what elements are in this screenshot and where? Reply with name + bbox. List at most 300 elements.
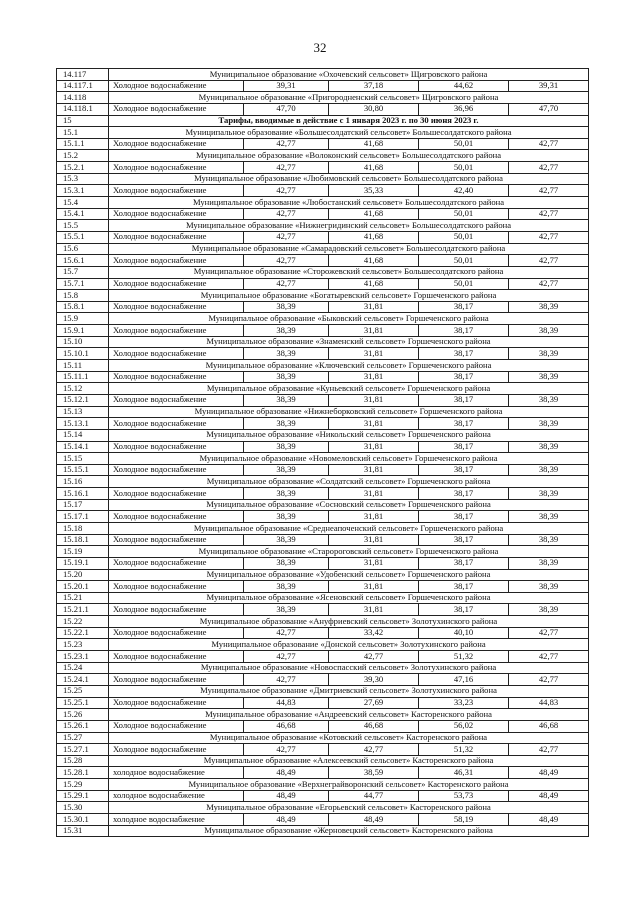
tariff-value: 38,39 bbox=[509, 464, 589, 476]
row-code: 15.2 bbox=[57, 150, 109, 162]
municipality-name: Муниципальное образование «Охочевский сельсовет» Щигровского района bbox=[109, 69, 589, 81]
tariff-value: 31,81 bbox=[329, 441, 419, 453]
row-code: 15.13 bbox=[57, 406, 109, 418]
tariff-value: 42,77 bbox=[509, 744, 589, 756]
row-code: 15.22 bbox=[57, 616, 109, 628]
tariff-value: 41,68 bbox=[329, 162, 419, 174]
tariff-value: 48,49 bbox=[509, 814, 589, 826]
tariff-table-body bbox=[57, 69, 589, 837]
municipality-row bbox=[57, 779, 589, 791]
municipality-row bbox=[57, 197, 589, 209]
tariff-value: 46,68 bbox=[329, 720, 419, 732]
tariff-value: 58,19 bbox=[419, 814, 509, 826]
tariff-value: 42,40 bbox=[419, 185, 509, 197]
tariff-value: 38,39 bbox=[244, 301, 329, 313]
municipality-name: Муниципальное образование «Никольский сельсовет» Горшеченского района bbox=[109, 429, 589, 441]
tariff-value: 47,16 bbox=[419, 674, 509, 686]
service-label: Холодное водоснабжение bbox=[109, 674, 244, 686]
tariff-value: 38,39 bbox=[244, 348, 329, 360]
municipality-row bbox=[57, 336, 589, 348]
tariff-value: 44,62 bbox=[419, 80, 509, 92]
row-code: 15.12.1 bbox=[57, 394, 109, 406]
row-code: 15.8 bbox=[57, 290, 109, 302]
row-code: 14.118.1 bbox=[57, 103, 109, 115]
tariff-table bbox=[56, 68, 589, 837]
service-label: Холодное водоснабжение bbox=[109, 604, 244, 616]
service-label: Холодное водоснабжение bbox=[109, 278, 244, 290]
row-code: 15.13.1 bbox=[57, 418, 109, 430]
tariff-value: 48,49 bbox=[244, 790, 329, 802]
municipality-row bbox=[57, 755, 589, 767]
municipality-name: Муниципальное образование «Ясеновский сельсовет» Горшеченского района bbox=[109, 592, 589, 604]
tariff-value: 44,83 bbox=[509, 697, 589, 709]
row-code: 15.1.1 bbox=[57, 138, 109, 150]
service-label: Холодное водоснабжение bbox=[109, 464, 244, 476]
municipality-row bbox=[57, 127, 589, 139]
row-code: 15.2.1 bbox=[57, 162, 109, 174]
tariff-row bbox=[57, 418, 589, 430]
tariff-value: 50,01 bbox=[419, 162, 509, 174]
tariff-value: 38,39 bbox=[244, 394, 329, 406]
tariff-row bbox=[57, 208, 589, 220]
tariff-row bbox=[57, 185, 589, 197]
tariff-row bbox=[57, 138, 589, 150]
tariff-value: 42,77 bbox=[244, 208, 329, 220]
tariff-value: 53,73 bbox=[419, 790, 509, 802]
tariff-value: 42,77 bbox=[329, 651, 419, 663]
tariff-row bbox=[57, 604, 589, 616]
row-code: 15.14.1 bbox=[57, 441, 109, 453]
service-label: Холодное водоснабжение bbox=[109, 627, 244, 639]
tariff-value: 38,39 bbox=[244, 557, 329, 569]
tariff-row bbox=[57, 767, 589, 779]
service-label: Холодное водоснабжение bbox=[109, 557, 244, 569]
row-code: 15.5 bbox=[57, 220, 109, 232]
tariff-value: 38,39 bbox=[509, 557, 589, 569]
municipality-row bbox=[57, 476, 589, 488]
municipality-name: Муниципальное образование «Любимовский сельсовет» Большесолдатского района bbox=[109, 173, 589, 185]
service-label: Холодное водоснабжение bbox=[109, 255, 244, 267]
row-code: 15.27.1 bbox=[57, 744, 109, 756]
tariff-value: 42,77 bbox=[509, 255, 589, 267]
tariff-value: 42,77 bbox=[329, 744, 419, 756]
municipality-name: Муниципальное образование «Куньевский сельсовет» Горшеченского района bbox=[109, 383, 589, 395]
row-code: 15.6 bbox=[57, 243, 109, 255]
row-code: 15.28 bbox=[57, 755, 109, 767]
tariff-value: 31,81 bbox=[329, 604, 419, 616]
municipality-row bbox=[57, 825, 589, 837]
municipality-row bbox=[57, 266, 589, 278]
tariff-value: 38,17 bbox=[419, 348, 509, 360]
row-code: 15.11 bbox=[57, 360, 109, 372]
tariff-row bbox=[57, 651, 589, 663]
service-label: холодное водоснабжение bbox=[109, 790, 244, 802]
municipality-name: Муниципальное образование «Самарадовский сельсовет» Большесолдатского района bbox=[109, 243, 589, 255]
municipality-name: Муниципальное образование «Среднеапоченский сельсовет» Горшеченского района bbox=[109, 522, 589, 534]
municipality-name: Муниципальное образование «Любостанский сельсовет» Большесолдатского района bbox=[109, 197, 589, 209]
municipality-name: Муниципальное образование «Верхнеграйворонский сельсовет» Касторенского района bbox=[109, 779, 589, 791]
service-label: Холодное водоснабжение bbox=[109, 162, 244, 174]
municipality-row bbox=[57, 592, 589, 604]
tariff-value: 36,96 bbox=[419, 103, 509, 115]
tariff-value: 31,81 bbox=[329, 557, 419, 569]
tariff-value: 50,01 bbox=[419, 138, 509, 150]
tariff-value: 40,10 bbox=[419, 627, 509, 639]
tariff-value: 31,81 bbox=[329, 581, 419, 593]
tariff-value: 31,81 bbox=[329, 488, 419, 500]
tariff-value: 38,17 bbox=[419, 488, 509, 500]
service-label: холодное водоснабжение bbox=[109, 814, 244, 826]
municipality-row bbox=[57, 69, 589, 81]
municipality-name: Муниципальное образование «Ануфриевский сельсовет» Золотухинского района bbox=[109, 616, 589, 628]
municipality-name: Муниципальное образование «Солдатский сельсовет» Горшеченского района bbox=[109, 476, 589, 488]
municipality-name: Муниципальное образование «Удобенский сельсовет» Горшеченского района bbox=[109, 569, 589, 581]
tariff-value: 31,81 bbox=[329, 394, 419, 406]
tariff-row bbox=[57, 814, 589, 826]
row-code: 15.28.1 bbox=[57, 767, 109, 779]
tariff-value: 50,01 bbox=[419, 231, 509, 243]
tariff-value: 47,70 bbox=[509, 103, 589, 115]
tariff-value: 38,39 bbox=[244, 371, 329, 383]
row-code: 15.19 bbox=[57, 546, 109, 558]
tariff-value: 38,39 bbox=[244, 418, 329, 430]
municipality-name: Муниципальное образование «Дмитриевский сельсовет» Золотухинского района bbox=[109, 685, 589, 697]
tariff-value: 42,77 bbox=[244, 185, 329, 197]
tariff-value: 42,77 bbox=[244, 278, 329, 290]
municipality-name: Муниципальное образование «Быковский сельсовет» Горшеченского района bbox=[109, 313, 589, 325]
municipality-row bbox=[57, 313, 589, 325]
tariff-value: 38,17 bbox=[419, 557, 509, 569]
row-code: 15.31 bbox=[57, 825, 109, 837]
row-code: 15.29 bbox=[57, 779, 109, 791]
tariff-row bbox=[57, 394, 589, 406]
tariff-value: 44,83 bbox=[244, 697, 329, 709]
tariff-value: 38,39 bbox=[509, 581, 589, 593]
tariff-value: 38,17 bbox=[419, 441, 509, 453]
tariff-row bbox=[57, 534, 589, 546]
row-code: 15.6.1 bbox=[57, 255, 109, 267]
tariff-value: 42,77 bbox=[509, 278, 589, 290]
municipality-name: Муниципальное образование «Сосновский сельсовет» Горшеченского района bbox=[109, 499, 589, 511]
tariff-value: 42,77 bbox=[244, 651, 329, 663]
tariff-value: 42,77 bbox=[509, 651, 589, 663]
tariff-row bbox=[57, 80, 589, 92]
tariff-value: 33,23 bbox=[419, 697, 509, 709]
municipality-row bbox=[57, 92, 589, 104]
row-code: 15 bbox=[57, 115, 109, 127]
tariff-value: 31,81 bbox=[329, 464, 419, 476]
row-code: 15.3.1 bbox=[57, 185, 109, 197]
tariff-value: 38,39 bbox=[244, 488, 329, 500]
tariff-value: 48,49 bbox=[509, 790, 589, 802]
municipality-row bbox=[57, 546, 589, 558]
tariff-value: 38,39 bbox=[244, 464, 329, 476]
municipality-row bbox=[57, 429, 589, 441]
tariff-row bbox=[57, 674, 589, 686]
tariff-value: 41,68 bbox=[329, 231, 419, 243]
tariff-row bbox=[57, 464, 589, 476]
row-code: 15.8.1 bbox=[57, 301, 109, 313]
tariff-row bbox=[57, 511, 589, 523]
tariff-value: 51,32 bbox=[419, 651, 509, 663]
municipality-name: Муниципальное образование «Котовский сельсовет» Касторенского района bbox=[109, 732, 589, 744]
service-label: Холодное водоснабжение bbox=[109, 418, 244, 430]
tariff-value: 41,68 bbox=[329, 255, 419, 267]
tariff-value: 38,59 bbox=[329, 767, 419, 779]
service-label: Холодное водоснабжение bbox=[109, 720, 244, 732]
row-code: 15.15.1 bbox=[57, 464, 109, 476]
tariff-value: 38,39 bbox=[509, 394, 589, 406]
tariff-value: 38,39 bbox=[509, 488, 589, 500]
municipality-name: Муниципальное образование «Пригородненский сельсовет» Щигровского района bbox=[109, 92, 589, 104]
tariff-value: 51,32 bbox=[419, 744, 509, 756]
municipality-name: Муниципальное образование «Алексеевский сельсовет» Касторенского района bbox=[109, 755, 589, 767]
municipality-row bbox=[57, 685, 589, 697]
tariff-value: 42,77 bbox=[509, 208, 589, 220]
row-code: 15.10.1 bbox=[57, 348, 109, 360]
tariff-value: 31,81 bbox=[329, 301, 419, 313]
row-code: 15.1 bbox=[57, 127, 109, 139]
page-number: 32 bbox=[313, 40, 327, 55]
row-code: 15.10 bbox=[57, 336, 109, 348]
tariff-value: 50,01 bbox=[419, 208, 509, 220]
tariff-value: 41,68 bbox=[329, 208, 419, 220]
row-code: 15.19.1 bbox=[57, 557, 109, 569]
row-code: 15.26 bbox=[57, 709, 109, 721]
tariff-value: 31,81 bbox=[329, 348, 419, 360]
row-code: 15.30 bbox=[57, 802, 109, 814]
service-label: Холодное водоснабжение bbox=[109, 488, 244, 500]
tariff-row bbox=[57, 278, 589, 290]
service-label: Холодное водоснабжение bbox=[109, 534, 244, 546]
row-code: 15.23 bbox=[57, 639, 109, 651]
row-code: 15.30.1 bbox=[57, 814, 109, 826]
row-code: 15.7 bbox=[57, 266, 109, 278]
service-label: Холодное водоснабжение bbox=[109, 301, 244, 313]
municipality-row bbox=[57, 662, 589, 674]
tariff-value: 48,49 bbox=[329, 814, 419, 826]
tariff-row bbox=[57, 697, 589, 709]
tariff-value: 42,77 bbox=[509, 162, 589, 174]
row-code: 15.20 bbox=[57, 569, 109, 581]
tariff-value: 31,81 bbox=[329, 418, 419, 430]
service-label: Холодное водоснабжение bbox=[109, 394, 244, 406]
row-code: 15.14 bbox=[57, 429, 109, 441]
row-code: 15.7.1 bbox=[57, 278, 109, 290]
tariff-value: 47,70 bbox=[244, 103, 329, 115]
municipality-name: Муниципальное образование «Новоспасский сельсовет» Золотухинского района bbox=[109, 662, 589, 674]
row-code: 15.24.1 bbox=[57, 674, 109, 686]
tariff-value: 39,31 bbox=[509, 80, 589, 92]
row-code: 15.16 bbox=[57, 476, 109, 488]
tariff-value: 56,02 bbox=[419, 720, 509, 732]
municipality-row bbox=[57, 569, 589, 581]
row-code: 14.118 bbox=[57, 92, 109, 104]
service-label: Холодное водоснабжение bbox=[109, 185, 244, 197]
tariff-value: 30,80 bbox=[329, 103, 419, 115]
row-code: 15.3 bbox=[57, 173, 109, 185]
tariff-value: 38,39 bbox=[509, 604, 589, 616]
tariff-value: 38,39 bbox=[244, 581, 329, 593]
tariff-row bbox=[57, 371, 589, 383]
municipality-row bbox=[57, 383, 589, 395]
tariff-value: 38,17 bbox=[419, 581, 509, 593]
tariff-value: 42,77 bbox=[244, 162, 329, 174]
service-label: Холодное водоснабжение bbox=[109, 511, 244, 523]
municipality-row bbox=[57, 499, 589, 511]
row-code: 14.117.1 bbox=[57, 80, 109, 92]
tariff-value: 48,49 bbox=[244, 767, 329, 779]
row-code: 15.26.1 bbox=[57, 720, 109, 732]
municipality-name: Муниципальное образование «Знаменский сельсовет» Горшеченского района bbox=[109, 336, 589, 348]
row-code: 15.18 bbox=[57, 522, 109, 534]
service-label: Холодное водоснабжение bbox=[109, 371, 244, 383]
tariff-row bbox=[57, 348, 589, 360]
municipality-name: Муниципальное образование «Егорьевский сельсовет» Касторенского района bbox=[109, 802, 589, 814]
municipality-name: Муниципальное образование «Волоконский сельсовет» Большесолдатского района bbox=[109, 150, 589, 162]
tariff-value: 46,31 bbox=[419, 767, 509, 779]
service-label: Холодное водоснабжение bbox=[109, 744, 244, 756]
municipality-row bbox=[57, 220, 589, 232]
tariff-value: 27,69 bbox=[329, 697, 419, 709]
row-code: 15.25 bbox=[57, 685, 109, 697]
tariff-value: 38,39 bbox=[509, 511, 589, 523]
tariff-value: 38,39 bbox=[509, 348, 589, 360]
municipality-name: Муниципальное образование «Андреевский сельсовет» Касторенского района bbox=[109, 709, 589, 721]
tariff-value: 42,77 bbox=[509, 627, 589, 639]
row-code: 15.9.1 bbox=[57, 325, 109, 337]
row-code: 15.15 bbox=[57, 453, 109, 465]
tariff-row bbox=[57, 162, 589, 174]
row-code: 14.117 bbox=[57, 69, 109, 81]
tariff-row bbox=[57, 720, 589, 732]
tariff-value: 38,39 bbox=[244, 604, 329, 616]
tariff-value: 41,68 bbox=[329, 138, 419, 150]
tariff-value: 42,77 bbox=[244, 138, 329, 150]
row-code: 15.24 bbox=[57, 662, 109, 674]
row-code: 15.21 bbox=[57, 592, 109, 604]
row-code: 15.21.1 bbox=[57, 604, 109, 616]
row-code: 15.23.1 bbox=[57, 651, 109, 663]
tariff-value: 38,17 bbox=[419, 325, 509, 337]
tariff-value: 38,39 bbox=[244, 441, 329, 453]
tariff-value: 41,68 bbox=[329, 278, 419, 290]
tariff-value: 46,68 bbox=[244, 720, 329, 732]
tariff-value: 50,01 bbox=[419, 255, 509, 267]
tariff-row bbox=[57, 103, 589, 115]
row-code: 15.25.1 bbox=[57, 697, 109, 709]
municipality-name: Муниципальное образование «Донской сельсовет» Золотухинского района bbox=[109, 639, 589, 651]
tariff-value: 38,39 bbox=[244, 511, 329, 523]
tariff-value: 31,81 bbox=[329, 325, 419, 337]
tariff-value: 33,42 bbox=[329, 627, 419, 639]
municipality-row bbox=[57, 522, 589, 534]
tariff-value: 38,39 bbox=[509, 301, 589, 313]
tariff-row bbox=[57, 231, 589, 243]
tariff-value: 48,49 bbox=[244, 814, 329, 826]
row-code: 15.12 bbox=[57, 383, 109, 395]
tariff-value: 37,18 bbox=[329, 80, 419, 92]
service-label: Холодное водоснабжение bbox=[109, 208, 244, 220]
tariff-value: 44,77 bbox=[329, 790, 419, 802]
row-code: 15.20.1 bbox=[57, 581, 109, 593]
municipality-row bbox=[57, 290, 589, 302]
row-code: 15.5.1 bbox=[57, 231, 109, 243]
municipality-row bbox=[57, 616, 589, 628]
service-label: Холодное водоснабжение bbox=[109, 103, 244, 115]
municipality-row bbox=[57, 453, 589, 465]
tariff-row bbox=[57, 627, 589, 639]
tariff-value: 38,39 bbox=[509, 418, 589, 430]
municipality-name: Муниципальное образование «Нижнегридинский сельсовет» Большесолдатского района bbox=[109, 220, 589, 232]
municipality-name: Муниципальное образование «Жерновецкий сельсовет» Касторенского района bbox=[109, 825, 589, 837]
tariff-value: 31,81 bbox=[329, 511, 419, 523]
municipality-row bbox=[57, 360, 589, 372]
municipality-name: Муниципальное образование «Новомеловский сельсовет» Горшеченского района bbox=[109, 453, 589, 465]
row-code: 15.17.1 bbox=[57, 511, 109, 523]
row-code: 15.22.1 bbox=[57, 627, 109, 639]
municipality-name: Муниципальное образование «Большесолдатский сельсовет» Большесолдатского района bbox=[109, 127, 589, 139]
row-code: 15.11.1 bbox=[57, 371, 109, 383]
tariff-row bbox=[57, 488, 589, 500]
row-code: 15.27 bbox=[57, 732, 109, 744]
service-label: Холодное водоснабжение bbox=[109, 325, 244, 337]
tariff-value: 42,77 bbox=[509, 231, 589, 243]
tariff-value: 38,39 bbox=[244, 325, 329, 337]
tariff-value: 38,17 bbox=[419, 301, 509, 313]
tariff-value: 42,77 bbox=[244, 255, 329, 267]
tariff-value: 38,17 bbox=[419, 418, 509, 430]
tariff-value: 46,68 bbox=[509, 720, 589, 732]
tariff-row bbox=[57, 790, 589, 802]
tariff-value: 42,77 bbox=[244, 744, 329, 756]
tariff-value: 31,81 bbox=[329, 534, 419, 546]
municipality-name: Муниципальное образование «Ключевский сельсовет» Горшеченского района bbox=[109, 360, 589, 372]
municipality-name: Муниципальное образование «Богатыревский сельсовет» Горшеченского района bbox=[109, 290, 589, 302]
municipality-row bbox=[57, 639, 589, 651]
tariff-value: 38,17 bbox=[419, 371, 509, 383]
tariff-value: 39,31 bbox=[244, 80, 329, 92]
tariff-value: 38,17 bbox=[419, 604, 509, 616]
tariff-value: 42,77 bbox=[244, 627, 329, 639]
tariff-value: 31,81 bbox=[329, 371, 419, 383]
row-code: 15.4 bbox=[57, 197, 109, 209]
tariff-value: 42,77 bbox=[244, 231, 329, 243]
tariff-value: 38,17 bbox=[419, 464, 509, 476]
row-code: 15.9 bbox=[57, 313, 109, 325]
tariff-row bbox=[57, 581, 589, 593]
row-code: 15.4.1 bbox=[57, 208, 109, 220]
tariff-value: 38,39 bbox=[509, 441, 589, 453]
tariff-value: 38,17 bbox=[419, 534, 509, 546]
tariff-row bbox=[57, 301, 589, 313]
tariff-value: 50,01 bbox=[419, 278, 509, 290]
row-code: 15.16.1 bbox=[57, 488, 109, 500]
municipality-name: Муниципальное образование «Нижнеборковский сельсовет» Горшеченского района bbox=[109, 406, 589, 418]
municipality-name: Муниципальное образование «Сторожевский сельсовет» Большесолдатского района bbox=[109, 266, 589, 278]
tariff-value: 38,17 bbox=[419, 511, 509, 523]
tariff-value: 42,77 bbox=[244, 674, 329, 686]
service-label: Холодное водоснабжение bbox=[109, 697, 244, 709]
service-label: Холодное водоснабжение bbox=[109, 651, 244, 663]
tariff-row bbox=[57, 557, 589, 569]
section-heading: Тарифы, вводимые в действие с 1 января 2023 г. по 30 июня 2023 г. bbox=[109, 115, 589, 127]
service-label: Холодное водоснабжение bbox=[109, 80, 244, 92]
tariff-value: 42,77 bbox=[509, 674, 589, 686]
municipality-row bbox=[57, 732, 589, 744]
section-heading-row bbox=[57, 115, 589, 127]
tariff-value: 35,33 bbox=[329, 185, 419, 197]
